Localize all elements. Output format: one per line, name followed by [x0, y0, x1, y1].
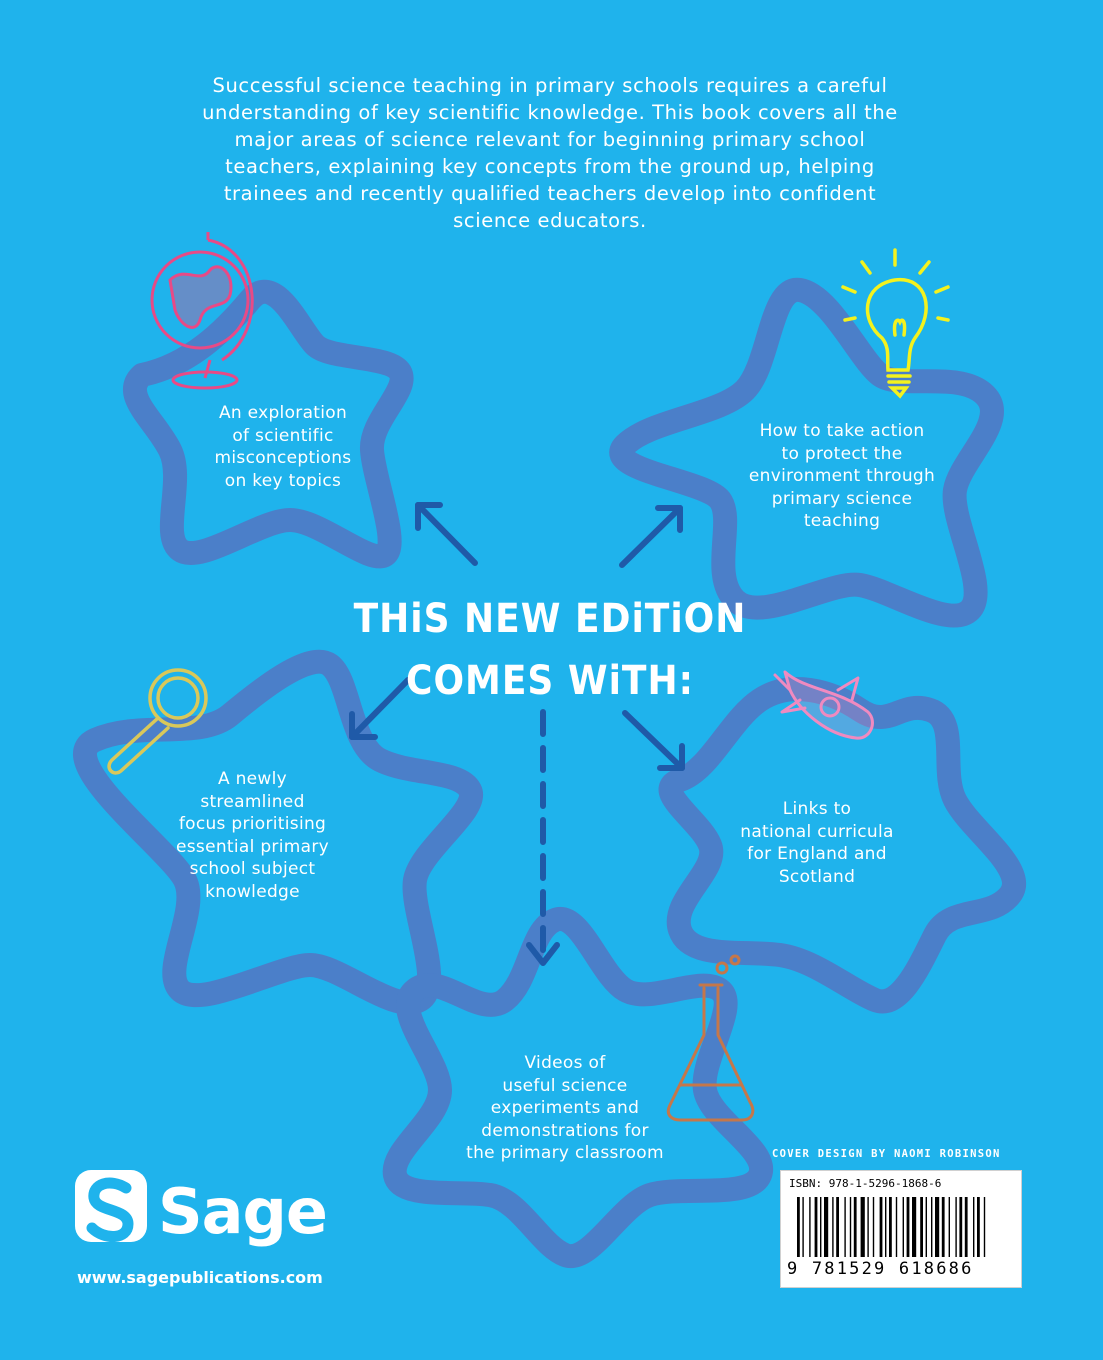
- barcode-panel: [780, 1170, 1022, 1288]
- cover-design-credit: COVER DESIGN BY NAOMI ROBINSON: [772, 1148, 1001, 1160]
- feature-line: How to take action: [759, 421, 925, 441]
- feature-line: A newly: [217, 769, 288, 789]
- feature-line: useful science: [502, 1075, 628, 1096]
- headline-line-2: COMES WiTH:: [406, 658, 694, 704]
- barcode-digits: 9 781529 618686: [787, 1259, 974, 1279]
- feature-line: teaching: [803, 511, 881, 531]
- isbn-label: ISBN: 978-1-5296-1868-6: [789, 1177, 942, 1190]
- feature-line: of scientific: [232, 425, 334, 446]
- feature-line: primary science: [771, 488, 913, 509]
- feature-line: to protect the: [781, 443, 903, 464]
- feature-line: for England and: [747, 844, 887, 864]
- feature-line: Scotland: [778, 866, 856, 887]
- feature-text-5: [440, 1052, 690, 1165]
- arrow-to-star-4: [625, 713, 682, 768]
- feature-line: school subject: [189, 859, 316, 879]
- feature-text-3: [145, 768, 360, 903]
- headline-line-1: THiS NEW EDiTiON: [353, 596, 747, 642]
- feature-line: Videos of: [524, 1053, 606, 1073]
- feature-line: An exploration: [218, 403, 348, 423]
- edition-headline: [330, 588, 770, 712]
- feature-line: national curricula: [740, 821, 894, 842]
- publisher-logo-text: Sage: [158, 1175, 327, 1248]
- publisher-url: www.sagepublications.com: [77, 1268, 323, 1287]
- feature-line: essential primary: [176, 836, 329, 857]
- feature-line: environment through: [748, 466, 936, 486]
- arrow-to-star-1: [418, 505, 475, 563]
- arrow-to-star-2: [622, 508, 680, 565]
- description-text: Successful science teaching in primary schools requires a careful understanding of key scientific knowledge. This book covers all the major areas of science relevant for beginning primary school teachers, explaining key concepts from the ground up, helping trainees and recently qualified teachers develop into confident science educators.: [202, 74, 898, 232]
- feature-line: focus prioritising: [178, 814, 327, 834]
- feature-line: the primary classroom: [466, 1143, 664, 1163]
- feature-line: on key topics: [224, 470, 342, 491]
- feature-line: streamlined: [200, 791, 305, 812]
- feature-text-4: [712, 798, 922, 888]
- feature-line: Links to: [782, 799, 852, 819]
- feature-line: knowledge: [205, 881, 300, 902]
- feature-text-1: [178, 402, 388, 492]
- feature-text-2: [722, 420, 962, 533]
- feature-line: demonstrations for: [481, 1120, 649, 1141]
- sage-logo-mark: [75, 1170, 147, 1242]
- feature-line: misconceptions: [214, 448, 352, 468]
- feature-line: experiments and: [490, 1098, 640, 1118]
